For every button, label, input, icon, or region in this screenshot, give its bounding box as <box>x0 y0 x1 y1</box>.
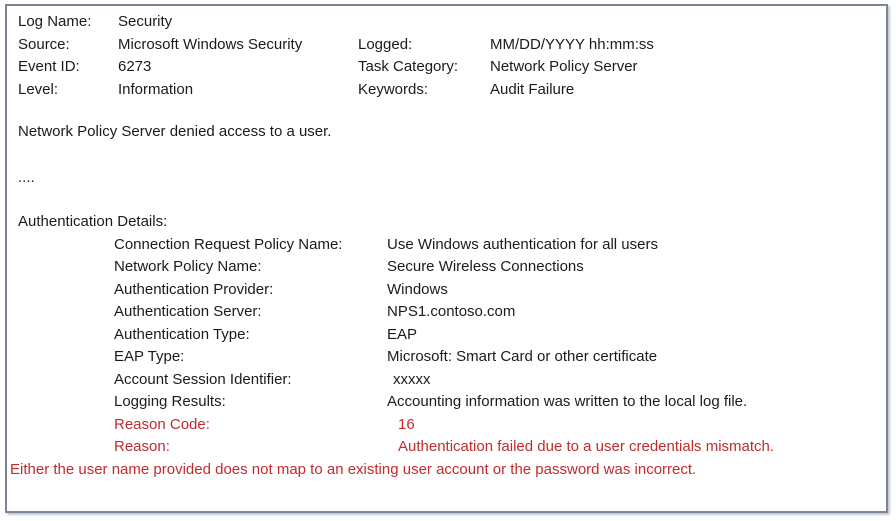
event-detail-panel <box>5 4 888 513</box>
field-label-authentication-provider: Authentication Provider: <box>114 280 274 298</box>
event-description: Network Policy Server denied access to a user. <box>18 123 332 140</box>
indent <box>18 436 114 459</box>
field-label-network-policy-name: Network Policy Name: <box>114 258 262 275</box>
auth-row-logging-results <box>18 391 876 414</box>
event-header-row-level-keywords <box>18 79 876 102</box>
field-label-level: Level: <box>18 80 59 98</box>
field-label-logging-results: Logging Results: <box>114 393 226 410</box>
indent <box>18 414 114 437</box>
auth-row-connection-request-policy <box>18 234 876 257</box>
field-label-eap-type: EAP Type: <box>114 348 185 365</box>
field-value-eap-type: Microsoft: Smart Card or other certificate <box>387 348 658 365</box>
indent <box>18 234 114 257</box>
indent <box>18 391 114 414</box>
field-value-keywords: Audit Failure <box>490 80 575 98</box>
auth-row-authentication-provider <box>18 279 876 302</box>
field-value-account-session-identifier: xxxxx <box>393 370 431 388</box>
field-value-authentication-server: NPS1.contoso.com <box>387 303 516 320</box>
event-header-row-eventid-taskcategory <box>18 56 876 79</box>
indent <box>18 369 114 392</box>
auth-row-authentication-type <box>18 324 876 347</box>
auth-row-authentication-server <box>18 301 876 324</box>
reason-footnote: Either the user name provided does not map to an existing user account or the password was incorrect. <box>10 460 697 478</box>
field-value-log-name: Security <box>118 13 173 30</box>
field-value-connection-request-policy: Use Windows authentication for all users <box>387 235 658 253</box>
field-value-level: Information <box>118 80 194 98</box>
field-label-authentication-type: Authentication Type: <box>114 325 250 343</box>
field-value-source: Microsoft Windows Security <box>118 35 303 53</box>
field-label-connection-request-policy: Connection Request Policy Name: <box>114 235 343 253</box>
field-value-authentication-type: EAP <box>387 325 418 343</box>
field-value-task-category: Network Policy Server <box>490 58 638 75</box>
field-label-logged: Logged: <box>358 35 413 53</box>
field-value-event-id: 6273 <box>118 58 152 75</box>
indent <box>18 301 114 324</box>
field-label-spacer <box>358 11 490 34</box>
field-value-reason-code: 16 <box>398 415 415 433</box>
event-header-row-log-name <box>18 11 876 34</box>
field-value-logged: MM/DD/YYYY hh:mm:ss <box>490 35 654 53</box>
field-label-task-category: Task Category: <box>358 58 459 75</box>
event-header-row-source-logged <box>18 34 876 57</box>
auth-details-list <box>18 234 876 459</box>
field-label-reason: Reason: <box>114 438 170 455</box>
field-value-spacer <box>490 11 876 34</box>
field-label-account-session-identifier: Account Session Identifier: <box>114 370 292 388</box>
indent <box>18 324 114 347</box>
auth-row-network-policy-name <box>18 256 876 279</box>
field-value-network-policy-name: Secure Wireless Connections <box>387 258 584 275</box>
field-label-reason-code: Reason Code: <box>114 415 210 433</box>
auth-row-reason-code <box>18 414 876 437</box>
auth-row-reason <box>18 436 876 459</box>
auth-row-account-session-identifier <box>18 369 876 392</box>
field-label-event-id: Event ID: <box>18 58 80 75</box>
field-label-source: Source: <box>18 35 70 53</box>
field-label-keywords: Keywords: <box>358 80 429 98</box>
field-value-logging-results: Accounting information was written to the local log file. <box>387 393 748 410</box>
indent <box>18 279 114 302</box>
indent <box>18 256 114 279</box>
ellipsis-placeholder: .... <box>18 168 35 186</box>
event-header <box>18 11 876 101</box>
indent <box>18 346 114 369</box>
field-label-authentication-server: Authentication Server: <box>114 303 262 320</box>
auth-row-eap-type <box>18 346 876 369</box>
field-label-log-name: Log Name: <box>18 13 92 30</box>
auth-details-heading: Authentication Details: <box>18 213 168 230</box>
field-value-authentication-provider: Windows <box>387 280 448 298</box>
field-value-reason: Authentication failed due to a user credentials mismatch. <box>398 438 775 455</box>
